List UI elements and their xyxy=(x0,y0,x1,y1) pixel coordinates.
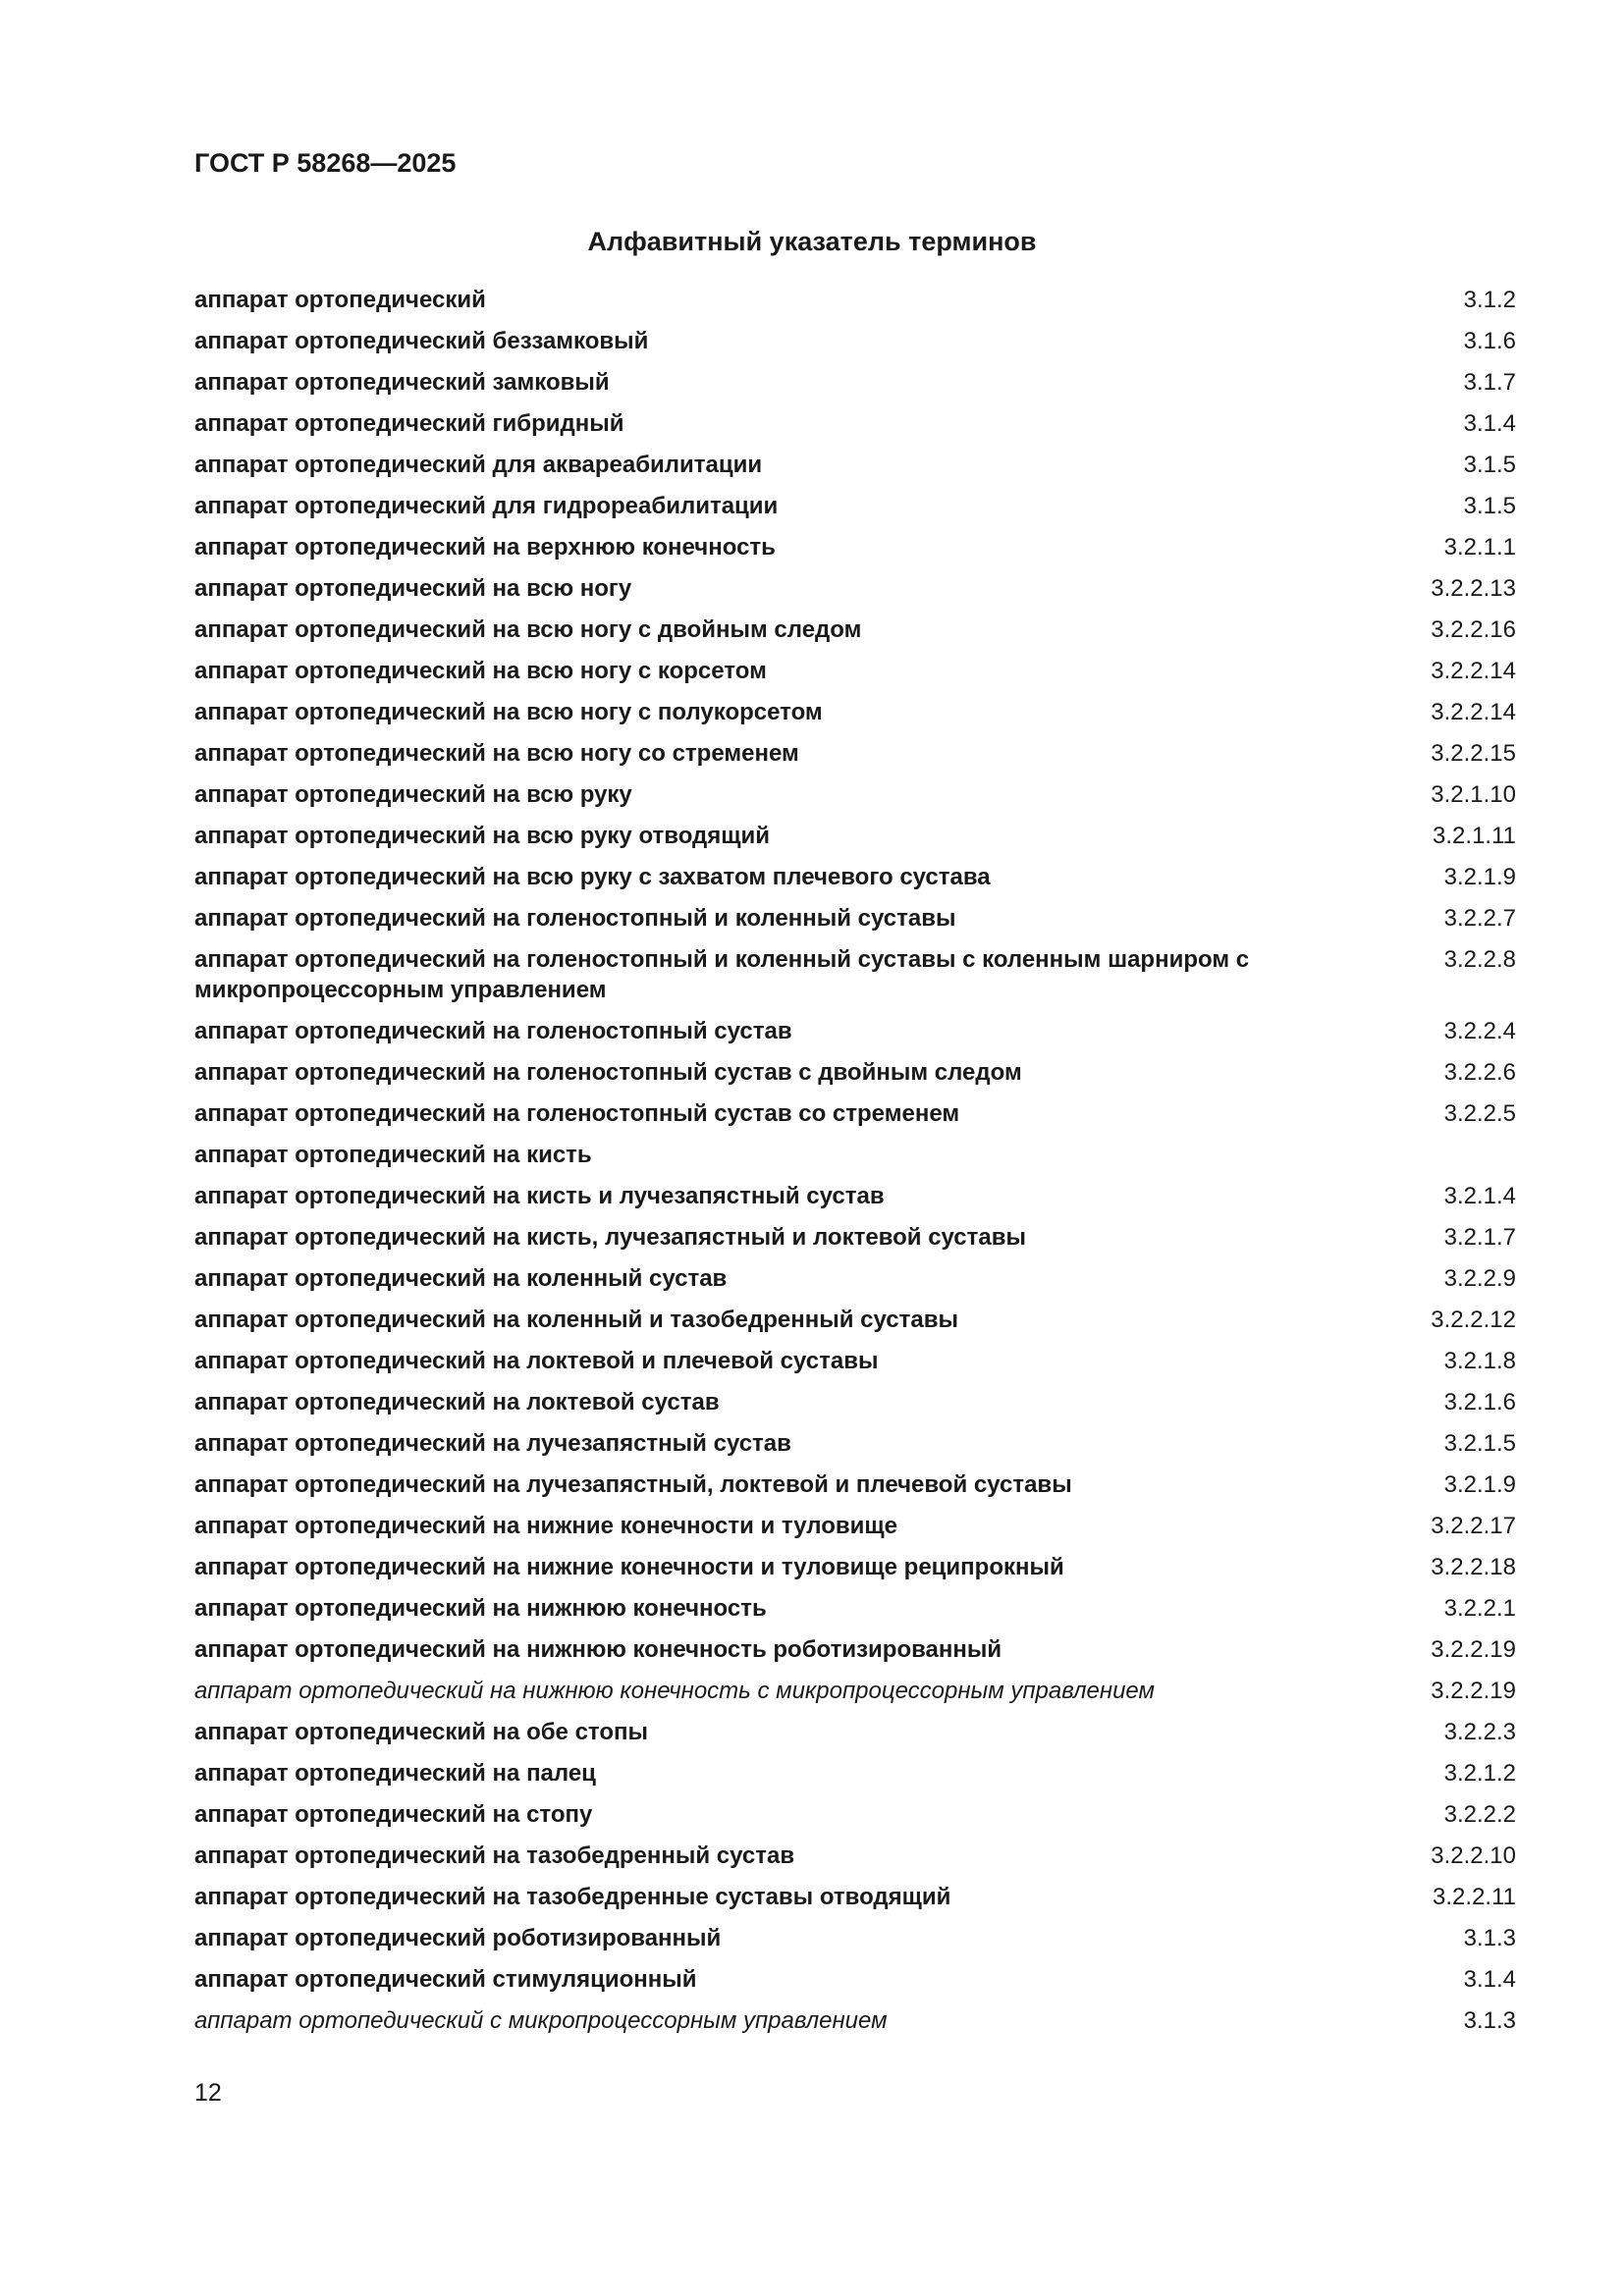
index-reference: 3.2.1.9 xyxy=(1443,1471,1516,1498)
index-term: аппарат ортопедический для аквареабилитации xyxy=(194,452,763,478)
index-entry xyxy=(194,1140,1516,1170)
index-reference: 3.2.1.6 xyxy=(1443,1389,1516,1415)
index-term: аппарат ортопедический на коленный сустав xyxy=(194,1265,728,1292)
index-term: аппарат ортопедический замковый xyxy=(194,369,610,396)
index-entry xyxy=(194,1923,1516,1953)
index-entry xyxy=(194,1428,1516,1459)
index-term: аппарат ортопедический роботизированный xyxy=(194,1925,722,1951)
index-term: аппарат ортопедический на нижнюю конечность роботизированный xyxy=(194,1636,1002,1663)
index-entry xyxy=(194,1634,1516,1665)
index-term: аппарат ортопедический на всю ногу с двойным следом xyxy=(194,616,862,643)
index-reference: 3.2.2.17 xyxy=(1431,1513,1516,1539)
index-entry xyxy=(194,285,1516,315)
index-reference: 3.2.2.5 xyxy=(1443,1100,1516,1127)
index-reference: 3.1.4 xyxy=(1463,1966,1516,1993)
index-reference: 3.1.4 xyxy=(1463,410,1516,437)
index-term: аппарат ортопедический на лучезапястный сустав xyxy=(194,1430,791,1457)
index-term: аппарат ортопедический на кисть xyxy=(194,1142,592,1168)
index-reference: 3.2.2.19 xyxy=(1431,1678,1516,1704)
index-term: аппарат ортопедический на палец xyxy=(194,1760,596,1787)
index-entry xyxy=(194,944,1516,1005)
index-entry xyxy=(194,1222,1516,1253)
index-reference: 3.1.2 xyxy=(1463,287,1516,313)
index-entry xyxy=(194,1676,1516,1706)
index-entry xyxy=(194,738,1516,769)
index-entry xyxy=(194,1511,1516,1541)
index-reference: 3.2.1.9 xyxy=(1443,864,1516,890)
index-entry xyxy=(194,821,1516,851)
index-reference: 3.2.2.1 xyxy=(1443,1595,1516,1622)
index-entry xyxy=(194,1841,1516,1871)
index-reference: 3.2.2.7 xyxy=(1443,905,1516,932)
index-reference: 3.2.2.10 xyxy=(1431,1842,1516,1869)
index-entry xyxy=(194,1593,1516,1624)
index-term: аппарат ортопедический на голеностопный и коленный суставы xyxy=(194,905,956,932)
index-term: аппарат ортопедический с микропроцессорным управлением xyxy=(194,2007,888,2034)
index-reference: 3.2.2.9 xyxy=(1443,1265,1516,1292)
index-entry xyxy=(194,1263,1516,1294)
index-reference: 3.1.3 xyxy=(1463,1925,1516,1951)
index-entry xyxy=(194,491,1516,521)
index-term: аппарат ортопедический на голеностопный сустав с двойным следом xyxy=(194,1059,1022,1086)
index-term: аппарат ортопедический для гидрореабилитации xyxy=(194,493,779,519)
page-number: 12 xyxy=(194,2079,222,2107)
index-entry xyxy=(194,1016,1516,1046)
index-entry xyxy=(194,862,1516,892)
index-reference: 3.2.1.10 xyxy=(1431,781,1516,808)
term-index-list xyxy=(194,285,1516,2047)
index-term: аппарат ортопедический гибридный xyxy=(194,410,624,437)
index-entry xyxy=(194,1469,1516,1500)
index-term: аппарат ортопедический на всю ногу xyxy=(194,575,632,602)
index-term: аппарат ортопедический на голеностопный сустав xyxy=(194,1018,792,1044)
index-term: аппарат ортопедический на всю ногу с полукорсетом xyxy=(194,699,823,725)
index-reference: 3.2.2.14 xyxy=(1431,699,1516,725)
index-reference: 3.2.2.4 xyxy=(1443,1018,1516,1044)
index-reference: 3.2.1.5 xyxy=(1443,1430,1516,1457)
index-entry xyxy=(194,1305,1516,1335)
index-reference: 3.2.2.6 xyxy=(1443,1059,1516,1086)
index-entry xyxy=(194,1098,1516,1129)
document-code: ГОСТ Р 58268—2025 xyxy=(194,148,457,178)
index-term: аппарат ортопедический на тазобедренные суставы отводящий xyxy=(194,1884,951,1910)
index-reference: 3.1.3 xyxy=(1463,2007,1516,2034)
index-reference: 3.2.1.2 xyxy=(1443,1760,1516,1787)
index-term: аппарат ортопедический на всю руку xyxy=(194,781,632,808)
index-entry xyxy=(194,2005,1516,2036)
index-entry xyxy=(194,1964,1516,1995)
index-entry xyxy=(194,614,1516,645)
index-term: аппарат ортопедический на кисть и лучезапястный сустав xyxy=(194,1183,885,1209)
index-term: аппарат ортопедический на коленный и тазобедренный суставы xyxy=(194,1307,958,1333)
index-entry xyxy=(194,1882,1516,1912)
index-term: аппарат ортопедический на локтевой и плечевой суставы xyxy=(194,1348,879,1374)
index-entry xyxy=(194,1758,1516,1789)
index-reference: 3.2.2.16 xyxy=(1431,616,1516,643)
index-term: аппарат ортопедический на кисть, лучезапястный и локтевой суставы xyxy=(194,1224,1026,1251)
index-entry xyxy=(194,408,1516,439)
index-entry xyxy=(194,573,1516,604)
index-reference: 3.1.5 xyxy=(1463,493,1516,519)
index-reference: 3.2.2.15 xyxy=(1431,740,1516,767)
index-reference: 3.2.1.4 xyxy=(1443,1183,1516,1209)
index-entry xyxy=(194,1552,1516,1582)
index-reference: 3.1.6 xyxy=(1463,328,1516,354)
index-title: Алфавитный указатель терминов xyxy=(587,227,1037,256)
index-term: аппарат ортопедический на обе стопы xyxy=(194,1719,648,1745)
index-reference: 3.2.1.1 xyxy=(1443,534,1516,561)
index-entry xyxy=(194,1799,1516,1830)
index-reference: 3.2.2.11 xyxy=(1433,1884,1516,1910)
index-reference: 3.2.2.3 xyxy=(1443,1719,1516,1745)
index-reference: 3.2.1.8 xyxy=(1443,1348,1516,1374)
index-term: аппарат ортопедический на всю руку отводящий xyxy=(194,823,771,849)
index-entry xyxy=(194,697,1516,727)
index-reference: 3.2.2.19 xyxy=(1431,1636,1516,1663)
index-entry xyxy=(194,1717,1516,1747)
index-entry xyxy=(194,532,1516,562)
index-reference: 3.2.2.8 xyxy=(1443,946,1516,973)
index-term: аппарат ортопедический xyxy=(194,287,486,313)
index-entry xyxy=(194,779,1516,810)
index-term: аппарат ортопедический на голеностопный сустав со стременем xyxy=(194,1100,960,1127)
index-term: аппарат ортопедический на тазобедренный сустав xyxy=(194,1842,795,1869)
index-term: аппарат ортопедический беззамковый xyxy=(194,328,649,354)
index-reference: 3.2.2.18 xyxy=(1431,1554,1516,1580)
index-reference: 3.1.7 xyxy=(1463,369,1516,396)
index-entry xyxy=(194,367,1516,398)
index-reference: 3.1.5 xyxy=(1463,452,1516,478)
index-term: аппарат ортопедический на голеностопный и коленный суставы с коленным шарниром с микропроцессорным управлением xyxy=(194,946,1250,1003)
index-reference: 3.2.1.7 xyxy=(1443,1224,1516,1251)
index-entry xyxy=(194,450,1516,480)
index-term: аппарат ортопедический на всю руку с захватом плечевого сустава xyxy=(194,864,991,890)
index-reference: 3.2.2.2 xyxy=(1443,1801,1516,1828)
index-term: аппарат ортопедический на нижние конечности и туловище реципрокный xyxy=(194,1554,1064,1580)
index-reference: 3.2.1.11 xyxy=(1433,823,1516,849)
index-entry xyxy=(194,1346,1516,1376)
index-term: аппарат ортопедический на нижние конечности и туловище xyxy=(194,1513,897,1539)
index-term: аппарат ортопедический стимуляционный xyxy=(194,1966,697,1993)
index-entry xyxy=(194,1057,1516,1088)
index-reference: 3.2.2.13 xyxy=(1431,575,1516,602)
index-entry xyxy=(194,1181,1516,1211)
index-reference: 3.2.2.14 xyxy=(1431,658,1516,684)
index-term: аппарат ортопедический на лучезапястный, локтевой и плечевой суставы xyxy=(194,1471,1072,1498)
index-entry xyxy=(194,1387,1516,1417)
index-term: аппарат ортопедический на верхнюю конечность xyxy=(194,534,776,561)
index-term: аппарат ортопедический на всю ногу с корсетом xyxy=(194,658,767,684)
index-reference: 3.2.2.12 xyxy=(1431,1307,1516,1333)
index-entry xyxy=(194,903,1516,934)
index-term: аппарат ортопедический на всю ногу со стременем xyxy=(194,740,799,767)
index-entry xyxy=(194,656,1516,686)
index-term: аппарат ортопедический на нижнюю конечность xyxy=(194,1595,767,1622)
index-term: аппарат ортопедический на нижнюю конечность с микропроцессорным управлением xyxy=(194,1678,1155,1704)
index-term: аппарат ортопедический на локтевой сустав xyxy=(194,1389,720,1415)
index-entry xyxy=(194,326,1516,356)
index-term: аппарат ортопедический на стопу xyxy=(194,1801,593,1828)
